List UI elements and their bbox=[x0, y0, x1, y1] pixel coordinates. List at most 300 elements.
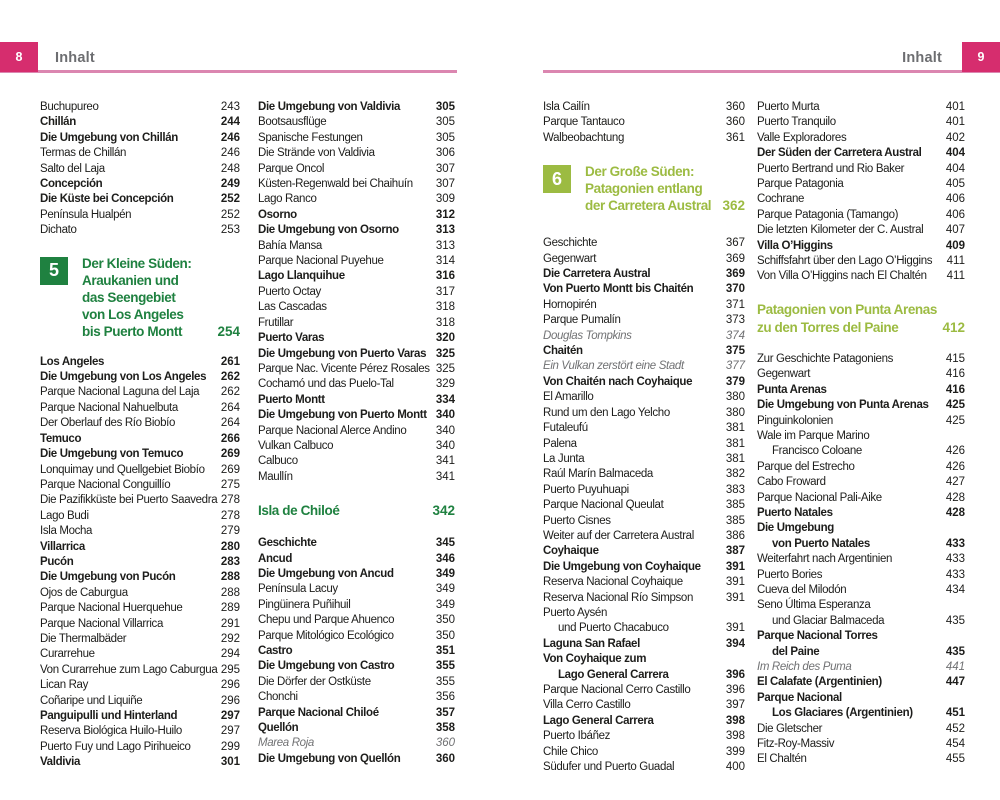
chapter-number-box: 5 bbox=[40, 257, 68, 285]
toc-entry-label: Puerto Montt bbox=[258, 393, 325, 406]
toc-entry-page: 296 bbox=[220, 694, 240, 707]
toc-entry-page: 379 bbox=[725, 375, 745, 388]
toc-entry-page: 426 bbox=[945, 445, 965, 458]
toc-entry-page: 249 bbox=[220, 178, 240, 191]
toc-entry-label: Die Umgebung von Punta Arenas bbox=[757, 399, 929, 412]
toc-entry-page: 312 bbox=[435, 208, 455, 221]
toc-entry bbox=[40, 432, 240, 447]
toc-entry-page: 264 bbox=[220, 401, 240, 414]
toc-entry bbox=[543, 483, 745, 498]
toc-entry bbox=[258, 752, 455, 767]
toc-entry-page: 278 bbox=[220, 494, 240, 507]
toc-entry-label: Die Umgebung von Coyhaique bbox=[543, 560, 701, 573]
toc-entry-label: Die Küste bei Concepción bbox=[40, 193, 174, 206]
toc-entry-label: Cueva del Milodón bbox=[757, 583, 847, 596]
toc-entry-page: 416 bbox=[945, 368, 965, 381]
toc-entry-label: Reserva Nacional Coyhaique bbox=[543, 576, 683, 589]
toc-entry-page: 341 bbox=[435, 455, 455, 468]
toc-entry-label: Parque Nacional Cerro Castillo bbox=[543, 684, 691, 696]
toc-entry bbox=[543, 514, 745, 529]
toc-entry bbox=[757, 192, 965, 207]
toc-entry-label: Valle Exploradores bbox=[757, 131, 847, 144]
toc-entry-page: 415 bbox=[945, 352, 965, 365]
toc-entry bbox=[543, 100, 745, 115]
chapter-title-line: von Los Angeles bbox=[82, 306, 184, 322]
toc-entry bbox=[543, 131, 745, 146]
toc-entry bbox=[757, 115, 965, 130]
toc-entry bbox=[757, 645, 965, 660]
toc-entry-label: Lago Budi bbox=[40, 509, 89, 522]
toc-entry bbox=[40, 192, 240, 207]
toc-entry bbox=[40, 416, 240, 431]
toc-entry-label: Puerto Fuy und Lago Pirihueico bbox=[40, 740, 191, 753]
toc-entry-label: Die Umgebung bbox=[757, 522, 834, 535]
toc-entry bbox=[757, 177, 965, 192]
toc-entry bbox=[40, 100, 240, 115]
toc-entry-page: 295 bbox=[220, 663, 240, 676]
toc-entry-page: 280 bbox=[220, 540, 240, 553]
chapter-title-line: das Seengebiet bbox=[82, 289, 176, 305]
toc-entry bbox=[543, 421, 745, 436]
toc-entry bbox=[757, 537, 965, 552]
toc-entry bbox=[258, 470, 455, 485]
toc-entry-page: 360 bbox=[725, 101, 745, 113]
toc-entry bbox=[543, 390, 745, 405]
section-heading bbox=[757, 301, 965, 337]
toc-entry-page: 325 bbox=[435, 362, 455, 375]
toc-entry-label: Geschichte bbox=[258, 537, 317, 550]
toc-entry bbox=[757, 521, 965, 536]
toc-entry bbox=[757, 208, 965, 223]
toc-entry-page: 452 bbox=[945, 722, 965, 735]
toc-entry bbox=[258, 690, 455, 705]
toc-entry-page: 297 bbox=[220, 710, 240, 722]
toc-entry-label: Die Umgebung von Osorno bbox=[258, 224, 399, 237]
toc-entry bbox=[40, 478, 240, 493]
toc-entry-label: Weiter auf der Carretera Austral bbox=[543, 529, 694, 542]
toc-entry-page: 411 bbox=[946, 255, 965, 268]
toc-entry-page: 380 bbox=[725, 391, 745, 404]
chapter-title-label: bis Puerto Montt bbox=[82, 323, 183, 339]
toc-entry-label: Puerto Ibáñez bbox=[543, 730, 611, 743]
toc-entry bbox=[40, 647, 240, 662]
toc-entry-page: 252 bbox=[220, 208, 240, 221]
section-heading-line bbox=[757, 301, 965, 319]
page8-header-title: Inhalt bbox=[55, 50, 95, 66]
toc-entry-page: 370 bbox=[725, 283, 745, 296]
toc-entry-page: 441 bbox=[945, 661, 965, 673]
toc-entry-label: Frutillar bbox=[258, 316, 294, 329]
toc-entry-page: 360 bbox=[725, 116, 745, 129]
toc-entry-page: 334 bbox=[435, 393, 455, 406]
toc-entry-label: Die letzten Kilometer der C. Austral bbox=[757, 224, 924, 237]
toc-entry bbox=[757, 737, 965, 752]
toc-entry-page: 350 bbox=[435, 629, 455, 642]
toc-entry bbox=[757, 100, 965, 115]
toc-entry-page: 427 bbox=[945, 476, 965, 489]
toc-entry bbox=[258, 192, 455, 207]
toc-entry-label: Die Gletscher bbox=[757, 722, 823, 735]
toc-entry-page: 428 bbox=[945, 506, 965, 519]
toc-entry-label: Concepción bbox=[40, 178, 103, 191]
toc-entry-page: 292 bbox=[220, 632, 240, 645]
toc-entry bbox=[40, 370, 240, 385]
toc-entry bbox=[40, 601, 240, 616]
toc-entry-label: Von Curarrehue zum Lago Caburgua bbox=[40, 663, 218, 676]
toc-entry bbox=[757, 223, 965, 238]
toc-entry bbox=[258, 347, 455, 362]
toc-entry-label: Gegenwart bbox=[543, 252, 597, 265]
toc-entry bbox=[757, 429, 965, 444]
toc-entry-page: 391 bbox=[725, 591, 745, 604]
toc-entry-page: 325 bbox=[435, 347, 455, 360]
section-heading-label: Isla de Chiloé bbox=[258, 503, 340, 519]
toc-entry bbox=[258, 239, 455, 254]
toc-entry bbox=[543, 729, 745, 744]
toc-entry bbox=[757, 398, 965, 413]
toc-entry-page: 358 bbox=[435, 722, 455, 735]
toc-entry-label: Im Reich des Puma bbox=[757, 661, 852, 673]
toc-entry bbox=[543, 375, 745, 390]
toc-entry-label: Von Coyhaique zum bbox=[543, 653, 647, 666]
toc-entry bbox=[757, 254, 965, 269]
toc-entry bbox=[40, 162, 240, 177]
toc-entry-label: Lago Llanquihue bbox=[258, 270, 345, 283]
toc-entry bbox=[543, 760, 745, 775]
toc-entry-page: 385 bbox=[725, 499, 745, 512]
toc-entry-page: 317 bbox=[435, 285, 455, 298]
page8-header-rule bbox=[0, 70, 457, 73]
toc-entry-label: Villarrica bbox=[40, 540, 85, 553]
toc-entry-label: Termas de Chillán bbox=[40, 147, 127, 160]
toc-entry-page: 313 bbox=[435, 224, 455, 237]
toc-entry-page: 377 bbox=[725, 360, 745, 373]
section-gap bbox=[543, 146, 745, 163]
toc-entry bbox=[40, 632, 240, 647]
toc-entry bbox=[258, 377, 455, 392]
chapter-title-label: der Carretera Austral bbox=[585, 198, 712, 214]
toc-entry-label: Ancud bbox=[258, 552, 293, 565]
toc-entry-label: Parque Oncol bbox=[258, 162, 325, 175]
toc-entry bbox=[543, 683, 745, 698]
toc-entry-label: Curarrehue bbox=[40, 648, 95, 661]
toc-entry-label: Marea Roja bbox=[258, 737, 314, 750]
toc-entry-page: 404 bbox=[945, 147, 965, 160]
toc-entry-page: 371 bbox=[725, 298, 745, 311]
toc-entry-page: 252 bbox=[220, 193, 240, 206]
toc-entry-page: 394 bbox=[725, 637, 745, 650]
toc-entry-label: Lican Ray bbox=[40, 679, 88, 692]
toc-entry bbox=[40, 463, 240, 478]
toc-entry-label: Die Umgebung von Los Angeles bbox=[40, 371, 207, 384]
toc-entry-page: 349 bbox=[435, 583, 455, 596]
toc-entry bbox=[543, 560, 745, 575]
toc-entry-label: Lonquimay und Quellgebiet Biobío bbox=[40, 463, 205, 476]
toc-entry-page: 307 bbox=[435, 178, 455, 191]
toc-entry bbox=[543, 329, 745, 344]
toc-entry bbox=[40, 208, 240, 223]
toc-entry-label: Die Dörfer der Ostküste bbox=[258, 675, 371, 688]
toc-entry-page: 356 bbox=[435, 691, 455, 704]
toc-entry-page: 329 bbox=[435, 378, 455, 391]
section-heading bbox=[258, 502, 455, 520]
toc-entry-label: Seno Última Esperanza bbox=[757, 599, 871, 612]
toc-entry-page: 375 bbox=[725, 345, 745, 358]
toc-entry bbox=[757, 706, 965, 721]
toc-entry-page: 345 bbox=[435, 537, 455, 550]
toc-entry-label: Quellón bbox=[258, 722, 299, 735]
page9-column-1 bbox=[543, 100, 745, 775]
chapter-block bbox=[543, 163, 745, 214]
toc-entry-page: 316 bbox=[435, 270, 455, 283]
toc-entry bbox=[543, 529, 745, 544]
toc-entry-page: 299 bbox=[220, 740, 240, 753]
toc-entry-label: Küsten-Regenwald bei Chaihuín bbox=[258, 178, 413, 191]
toc-entry-label: Die Carretera Austral bbox=[543, 268, 651, 281]
toc-entry-label: Pucón bbox=[40, 555, 74, 568]
page8-number-tab: 8 bbox=[0, 42, 38, 72]
toc-entry-label: von Puerto Natales bbox=[772, 537, 870, 550]
toc-entry bbox=[258, 424, 455, 439]
toc-entry bbox=[543, 591, 745, 606]
section-gap bbox=[757, 337, 965, 352]
toc-entry bbox=[258, 362, 455, 377]
toc-entry-page: 433 bbox=[945, 537, 965, 550]
toc-entry-page: 349 bbox=[435, 567, 455, 580]
toc-entry bbox=[757, 475, 965, 490]
toc-entry-page: 307 bbox=[435, 162, 455, 175]
toc-entry-label: Castro bbox=[258, 645, 293, 657]
toc-entry-page: 434 bbox=[945, 583, 965, 596]
toc-entry bbox=[258, 675, 455, 690]
page9-header-title: Inhalt bbox=[902, 50, 942, 66]
toc-entry-page: 340 bbox=[435, 424, 455, 437]
toc-entry-label: Südufer und Puerto Guadal bbox=[543, 761, 675, 774]
toc-entry-label: Die Strände von Valdivia bbox=[258, 147, 375, 160]
toc-entry-label: Puerto Cisnes bbox=[543, 514, 611, 527]
toc-entry-page: 396 bbox=[725, 668, 745, 681]
toc-entry bbox=[40, 401, 240, 416]
toc-entry-label: Von Puerto Montt bis Chaitén bbox=[543, 283, 694, 296]
section-gap bbox=[40, 239, 240, 255]
page8-column-1 bbox=[40, 100, 240, 771]
toc-entry bbox=[258, 146, 455, 161]
toc-entry-page: 396 bbox=[725, 684, 745, 696]
toc-entry-page: 385 bbox=[725, 514, 745, 527]
toc-entry-page: 398 bbox=[725, 730, 745, 743]
toc-entry-label: Las Cascadas bbox=[258, 301, 327, 314]
toc-entry bbox=[757, 629, 965, 644]
toc-entry-page: 407 bbox=[945, 224, 965, 237]
toc-entry-label: Der Oberlauf des Río Biobío bbox=[40, 417, 176, 430]
chapter-title-line bbox=[585, 197, 745, 214]
toc-entry-label: Von Villa O’Higgins nach El Chaltén bbox=[757, 270, 927, 283]
toc-entry-page: 346 bbox=[435, 552, 455, 565]
toc-entry-page: 318 bbox=[435, 316, 455, 329]
section-gap bbox=[258, 485, 455, 502]
toc-entry-page: 404 bbox=[945, 162, 965, 175]
toc-entry bbox=[40, 617, 240, 632]
toc-entry-page: 405 bbox=[945, 178, 965, 191]
toc-entry-label: Cabo Froward bbox=[757, 476, 826, 489]
toc-entry-page: 283 bbox=[220, 555, 240, 568]
toc-entry bbox=[543, 668, 745, 683]
toc-entry bbox=[757, 239, 965, 254]
toc-entry bbox=[258, 208, 455, 223]
toc-entry-label: Parque Nacional Conguillío bbox=[40, 478, 171, 491]
toc-entry-label: Reserva Biológica Huilo-Huilo bbox=[40, 725, 182, 738]
toc-entry-label: Cochamó und das Puelo-Tal bbox=[258, 378, 394, 391]
toc-entry-label: Ojos de Caburgua bbox=[40, 586, 128, 599]
toc-entry bbox=[757, 131, 965, 146]
toc-entry bbox=[258, 439, 455, 454]
toc-entry-label: und Puerto Chacabuco bbox=[558, 622, 669, 635]
toc-entry-label: Die Umgebung von Puerto Varas bbox=[258, 347, 427, 360]
toc-entry-label: Lago General Carrera bbox=[558, 668, 669, 681]
toc-entry-page: 401 bbox=[945, 116, 965, 129]
toc-entry-page: 451 bbox=[945, 707, 965, 720]
toc-entry bbox=[757, 691, 965, 706]
toc-entry-label: Die Umgebung von Pucón bbox=[40, 571, 176, 584]
toc-entry-page: 275 bbox=[220, 478, 240, 491]
toc-entry-label: Parque Nacional Laguna del Laja bbox=[40, 386, 200, 399]
toc-entry bbox=[258, 721, 455, 736]
toc-entry-label: Puerto Murta bbox=[757, 101, 820, 113]
toc-entry bbox=[757, 146, 965, 161]
chapter-title-line bbox=[82, 323, 240, 340]
toc-entry bbox=[757, 460, 965, 475]
toc-entry-label: Calbuco bbox=[258, 455, 298, 468]
toc-entry-page: 243 bbox=[220, 101, 240, 113]
toc-entry bbox=[757, 675, 965, 690]
toc-entry-label: Parque Nacional Puyehue bbox=[258, 255, 384, 268]
toc-entry-label: Parque Nacional Villarrica bbox=[40, 617, 164, 630]
toc-entry-page: 360 bbox=[435, 752, 455, 765]
toc-entry bbox=[543, 115, 745, 130]
toc-entry-label: Parque Pumalín bbox=[543, 314, 621, 327]
toc-entry bbox=[258, 316, 455, 331]
toc-entry-page: 402 bbox=[945, 131, 965, 144]
page9-header bbox=[543, 42, 1000, 73]
toc-entry-label: Die Umgebung von Temuco bbox=[40, 448, 184, 461]
toc-entry-page: 253 bbox=[220, 224, 240, 237]
toc-entry-page: 433 bbox=[945, 553, 965, 566]
toc-entry-page: 314 bbox=[435, 255, 455, 268]
toc-entry bbox=[757, 752, 965, 767]
toc-entry bbox=[40, 586, 240, 601]
toc-entry-label: Geschichte bbox=[543, 237, 598, 250]
toc-entry-label: Parque Nacional Huerquehue bbox=[40, 602, 183, 615]
toc-entry-page: 381 bbox=[725, 422, 745, 435]
toc-entry-label: Puerto Octay bbox=[258, 285, 321, 298]
toc-entry-page: 262 bbox=[220, 371, 240, 384]
toc-entry-page: 340 bbox=[435, 409, 455, 422]
section-heading-label: Patagonien von Punta Arenas bbox=[757, 301, 937, 317]
toc-entry bbox=[258, 100, 455, 115]
toc-entry-page: 425 bbox=[945, 414, 965, 427]
toc-entry bbox=[543, 637, 745, 652]
toc-entry-page: 305 bbox=[435, 116, 455, 129]
toc-entry bbox=[258, 598, 455, 613]
section-gap bbox=[543, 214, 745, 236]
toc-entry bbox=[543, 359, 745, 374]
toc-entry bbox=[543, 606, 745, 621]
toc-entry-page: 416 bbox=[945, 383, 965, 396]
toc-entry-page: 425 bbox=[945, 399, 965, 412]
toc-entry-page: 340 bbox=[435, 439, 455, 452]
toc-entry bbox=[40, 755, 240, 770]
toc-entry-label: Osorno bbox=[258, 208, 297, 221]
toc-entry bbox=[258, 454, 455, 469]
toc-entry-label: Maullín bbox=[258, 470, 293, 483]
toc-entry bbox=[757, 552, 965, 567]
toc-entry-label: Parque del Estrecho bbox=[757, 460, 855, 473]
section-heading-line bbox=[757, 319, 965, 337]
toc-entry-label: Isla Cailín bbox=[543, 101, 590, 113]
toc-entry-label: Chepu und Parque Ahuenco bbox=[258, 614, 395, 627]
toc-entry-label: Gegenwart bbox=[757, 368, 811, 381]
toc-entry-page: 269 bbox=[220, 448, 240, 461]
toc-entry-page: 349 bbox=[435, 598, 455, 611]
toc-entry-page: 401 bbox=[945, 101, 965, 113]
toc-entry-page: 380 bbox=[725, 406, 745, 419]
toc-entry-page: 278 bbox=[220, 509, 240, 522]
toc-entry-label: Die Umgebung von Chillán bbox=[40, 131, 178, 144]
toc-entry-label: Panguipulli und Hinterland bbox=[40, 710, 178, 722]
toc-entry-label: Villa O’Higgins bbox=[757, 239, 833, 252]
toc-entry-label: Laguna San Rafael bbox=[543, 637, 640, 650]
toc-entry-label: Die Umgebung von Castro bbox=[258, 660, 395, 673]
toc-entry-label: Chaitén bbox=[543, 345, 583, 358]
chapter-page: 254 bbox=[217, 323, 240, 339]
toc-entry-label: Reserva Nacional Río Simpson bbox=[543, 591, 693, 604]
toc-entry-label: Parque Mitológico Ecológico bbox=[258, 629, 394, 642]
toc-entry-label: Palena bbox=[543, 437, 577, 450]
toc-entry-label: Villa Cerro Castillo bbox=[543, 699, 631, 712]
toc-entry-page: 264 bbox=[220, 417, 240, 430]
toc-entry bbox=[40, 146, 240, 161]
toc-entry-page: 350 bbox=[435, 614, 455, 627]
toc-entry-page: 297 bbox=[220, 725, 240, 738]
toc-entry-label: Parque Tantauco bbox=[543, 116, 625, 129]
toc-entry-page: 411 bbox=[946, 270, 965, 283]
toc-entry-label: Parque Patagonia bbox=[757, 178, 844, 191]
toc-entry bbox=[258, 177, 455, 192]
toc-entry-label: Chillán bbox=[40, 116, 76, 129]
toc-entry bbox=[757, 491, 965, 506]
toc-entry bbox=[258, 536, 455, 551]
toc-entry-label: und Glaciar Balmaceda bbox=[772, 614, 885, 627]
toc-entry bbox=[40, 131, 240, 146]
toc-entry bbox=[543, 714, 745, 729]
toc-entry-page: 397 bbox=[725, 699, 745, 712]
toc-entry-label: Chile Chico bbox=[543, 745, 598, 758]
toc-entry-label: Bootsausflüge bbox=[258, 116, 327, 129]
toc-entry bbox=[258, 331, 455, 346]
toc-entry-page: 433 bbox=[945, 568, 965, 581]
toc-entry-page: 381 bbox=[725, 437, 745, 450]
toc-entry-label: Raúl Marín Balmaceda bbox=[543, 468, 653, 481]
toc-entry-label: Fitz-Roy-Massiv bbox=[757, 738, 835, 751]
toc-entry-label: Pinguinkolonien bbox=[757, 414, 833, 427]
toc-entry-page: 406 bbox=[945, 193, 965, 206]
toc-entry-page: 399 bbox=[725, 745, 745, 758]
section-gap bbox=[40, 340, 240, 355]
toc-entry-label: Rund um den Lago Yelcho bbox=[543, 406, 670, 419]
toc-entry-label: El Amarillo bbox=[543, 391, 594, 404]
toc-entry bbox=[757, 383, 965, 398]
toc-entry bbox=[757, 583, 965, 598]
